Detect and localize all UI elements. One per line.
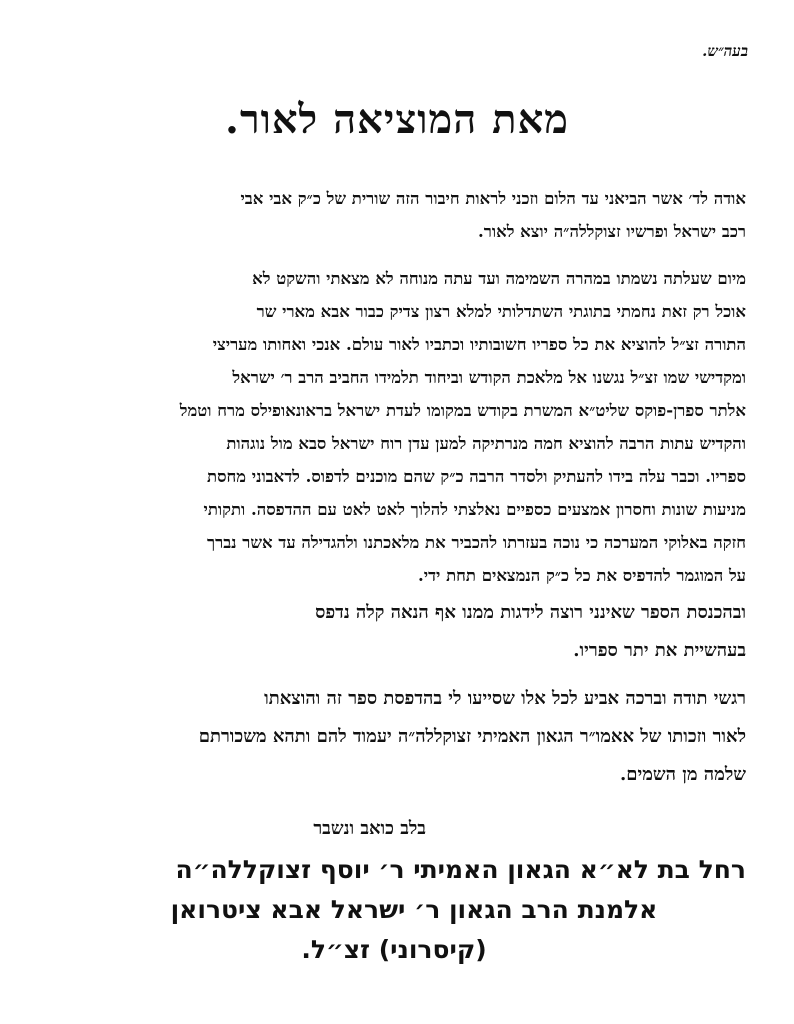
text-line: רכב ישראל ופרשיו זצוקללה״ה יוצא לאור. (478, 222, 746, 241)
paragraph-4 (46, 680, 746, 794)
text-line: שלמה מן השמים. (620, 764, 746, 785)
text-line: מניעות שונות וחסרון אמצעים כספיים נאלצתי להלוך לאט לאט עם ההדפסה. ותקותי (203, 500, 746, 519)
paragraph-1 (46, 182, 746, 248)
paragraph-3 (46, 594, 746, 670)
text-line: אלתר ספרן-פוקס שליט״א המשרת בקודש במקומו לעדת ישראל בראונאופילס מרח וטמל (179, 401, 746, 420)
text-line: ובהכנסת הספר שאינני רוצה לידגות ממנו אף הנאה קלה נדפס (315, 602, 746, 623)
text-line: והקדיש עתות הרבה להוציא חמה מנרתיקה למען עדן רוח ישראל סבא מול נוגהות (226, 434, 746, 453)
signature-line-2: אלמנת הרב הגאון ר׳ ישראל אבא ציטרואן (170, 895, 658, 924)
text-line: לאור וזכותו של אאמו״ר הגאון האמיתי זצוקללה״ה יעמוד להם ותהא משכורתם (198, 726, 746, 747)
text-line: מיום שעלתה נשמתו במהרה השמימה ועד עתה מנוחה לא מצאתי והשקט לא (252, 269, 746, 288)
text-line: רגשי תודה וברכה אביע לכל אלו שסייעו לי בהדפסת ספר זה והוצאתו (264, 688, 746, 709)
text-line: ומקדישי שמו זצ״ל נגשנו אל מלאכת הקודש וביחוד תלמידו החביב הרב ר׳ ישראל (232, 368, 746, 387)
text-line: חזקה באלוקי המערכה כי נוכה בעזרתו להכביר את מלאכתנו ולהגדילה עד אשר נברך (207, 533, 746, 552)
text-line: אודה לד׳ אשר הביאני עד הלום וזכני לראות חיבור הזה שורית של כ״ק אבי אבי (240, 189, 746, 208)
signature-line-1: רחל בת לא״א הגאון האמיתי ר׳ יוסף זצוקללה״ה (175, 855, 746, 884)
text-line: על המוגמר להדפיס את כל כ״ק הנמצאים תחת ידי. (418, 566, 746, 585)
signature-line-3: (קיסרוני) זצ״ל. (301, 935, 487, 964)
text-line: ספריו. וכבר עלה בידו להעתיק ולסדר הרבה כ״ק שהם מוכנים לדפוס. לדאבוני מחסת (207, 467, 746, 486)
header-bsd: בעה״ש. (702, 42, 748, 60)
page-title: מאת המוציאה לאור. (225, 96, 569, 143)
text-line: אוכל רק זאת נחמתי בתוגתי השתדלותי למלא רצון צדיק כבור אבא מארי שר (256, 302, 746, 321)
text-line: התורה זצ״ל להוציא את כל ספריו חשובותיו וכתביו לאור עולם. אנכי ואחותו מעריצי (212, 335, 746, 354)
paragraph-2 (46, 262, 746, 592)
text-line: בעהשיית את יתר ספריו. (573, 640, 746, 661)
closing-line: בלב כואב ונשבר (313, 818, 426, 839)
